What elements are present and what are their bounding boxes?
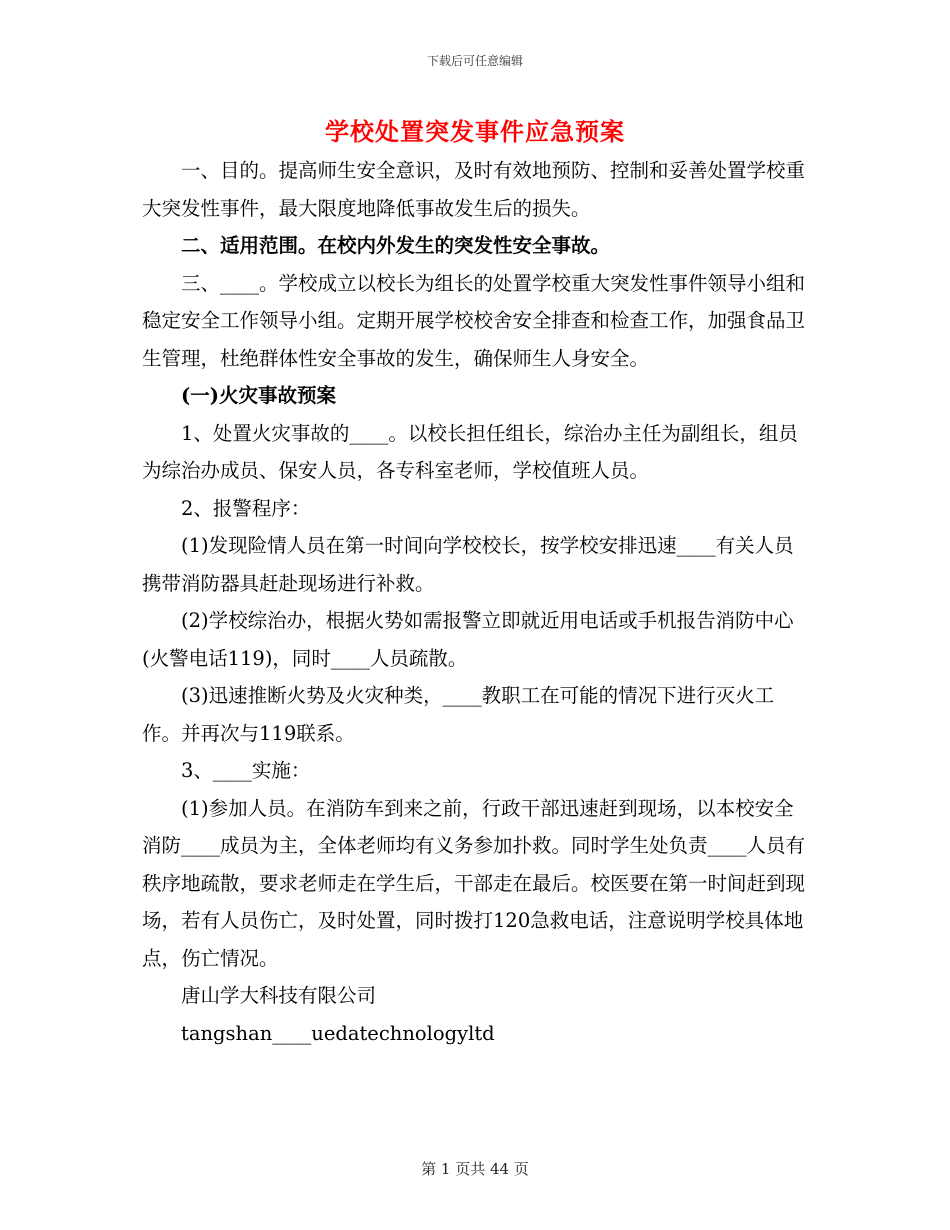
document-title: 学校处置突发事件应急预案 bbox=[325, 117, 625, 146]
paragraph-organization: 三、____。学校成立以校长为组长的处置学校重大突发性事件领导小组和稳定安全工作领导小组。定期开展学校校舍安全排查和检查工作，加强食品卫生管理，杜绝群体性安全事故的发生，确保师生人身安全。 bbox=[142, 271, 806, 370]
header-note: 下载后可任意编辑 bbox=[426, 54, 523, 68]
paragraph-purpose: 一、目的。提高师生安全意识，及时有效地预防、控制和妥善处置学校重大突发性事件，最大限度地降低事故发生后的损失。 bbox=[142, 159, 806, 220]
document-body bbox=[142, 152, 810, 1052]
paragraph-alarm-step-1: (1)发现险情人员在第一时间向学校校长，按学校安排迅速____有关人员携带消防器具赶赴现场进行补救。 bbox=[142, 534, 794, 595]
paragraph-implementation: 3、____实施： bbox=[181, 759, 311, 782]
paragraph-participants: (1)参加人员。在消防车到来之前，行政干部迅速赶到现场，以本校安全消防____成员为主，全体老师均有义务参加扑救。同时学生处负责____人员有秩序地疏散，要求老师走在学生后，干部走在最后。校医要在第一时间赶到现场，若有人员伤亡，及时处置，同时拨打120急救电话，注意说明学校具体地点，伤亡情况。 bbox=[142, 796, 806, 970]
paragraph-fire-team: 1、处置火灾事故的____。以校长担任组长，综治办主任为副组长，组员为综治办成员、保安人员，各专科室老师，学校值班人员。 bbox=[142, 421, 798, 482]
paragraph-alarm-step-3: (3)迅速推断火势及火灾种类，____教职工在可能的情况下进行灭火工作。并再次与119联系。 bbox=[142, 684, 775, 745]
paragraph-alarm-procedure: 2、报警程序： bbox=[181, 496, 311, 520]
page-number: 第 1 页共 44 页 bbox=[421, 1160, 529, 1178]
section-heading-fire-plan: (一)火灾事故预案 bbox=[181, 384, 336, 407]
paragraph-alarm-step-2: (2)学校综治办，根据火势如需报警立即就近用电话或手机报告消防中心(火警电话119)，同时____人员疏散。 bbox=[142, 609, 794, 670]
paragraph-scope: 二、适用范围。在校内外发生的突发性安全事故。 bbox=[181, 234, 611, 257]
company-name-en: tangshan____uedatechnologyltd bbox=[181, 1021, 495, 1045]
company-name-cn: 唐山学大科技有限公司 bbox=[181, 984, 377, 1007]
